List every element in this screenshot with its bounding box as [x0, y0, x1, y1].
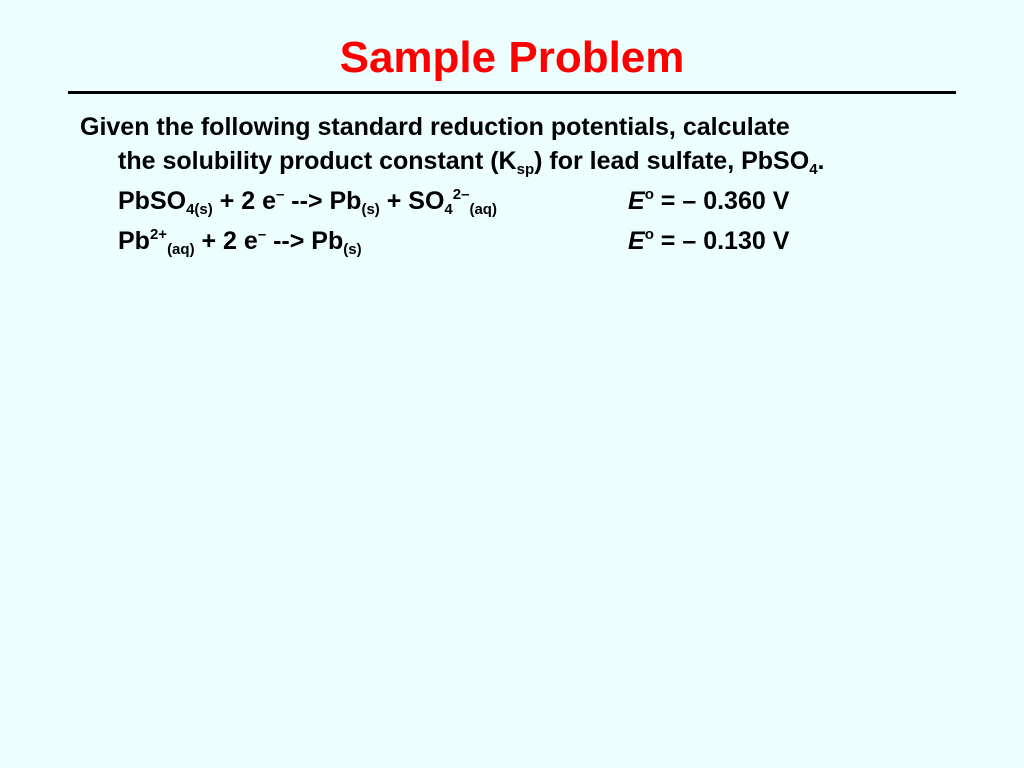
- pbso4-subscript: 4: [809, 161, 818, 178]
- reaction-arrow: --> Pb: [266, 227, 344, 255]
- e-label: E: [628, 227, 645, 255]
- ion-charge: 2+: [149, 226, 168, 243]
- statement-text-a: the solubility product constant (K: [118, 147, 517, 175]
- reactant-state: 4(s): [186, 201, 213, 218]
- potential-value: = – 0.360 V: [653, 187, 790, 215]
- sulfate-state: (aq): [469, 201, 497, 218]
- potential-value: = – 0.130 V: [653, 227, 790, 255]
- reaction-arrow: --> Pb: [284, 187, 362, 215]
- sulfate-subscript: 4: [444, 201, 453, 218]
- electron-charge: –: [276, 186, 285, 203]
- product-sulfate: + SO: [379, 187, 445, 215]
- electrons: + 2 e: [194, 227, 258, 255]
- standard-degree: o: [644, 186, 654, 203]
- reactant-pb-ion: Pb: [118, 227, 150, 255]
- statement-text-b: ) for lead sulfate, PbSO: [534, 147, 810, 175]
- problem-statement-line-1: Given the following standard reduction potentials, calculate: [80, 113, 790, 141]
- reactant-pbso4: PbSO: [118, 187, 187, 215]
- problem-statement-line-2: [118, 146, 824, 176]
- product-state: (s): [361, 201, 380, 218]
- standard-degree: o: [644, 226, 654, 243]
- half-reaction-1: [118, 186, 497, 216]
- e-label: E: [628, 187, 645, 215]
- electrons: + 2 e: [212, 187, 277, 215]
- statement-period: .: [817, 147, 825, 175]
- title-divider: [68, 91, 956, 94]
- electron-charge: –: [257, 226, 267, 243]
- potential-2: [628, 226, 789, 256]
- ksp-subscript: sp: [516, 161, 535, 178]
- ion-state: (aq): [167, 241, 195, 258]
- product-state: (s): [343, 241, 362, 258]
- sulfate-charge: 2–: [452, 186, 470, 203]
- half-reaction-2: [118, 226, 362, 256]
- slide-title: Sample Problem: [339, 33, 685, 82]
- potential-1: [628, 186, 789, 216]
